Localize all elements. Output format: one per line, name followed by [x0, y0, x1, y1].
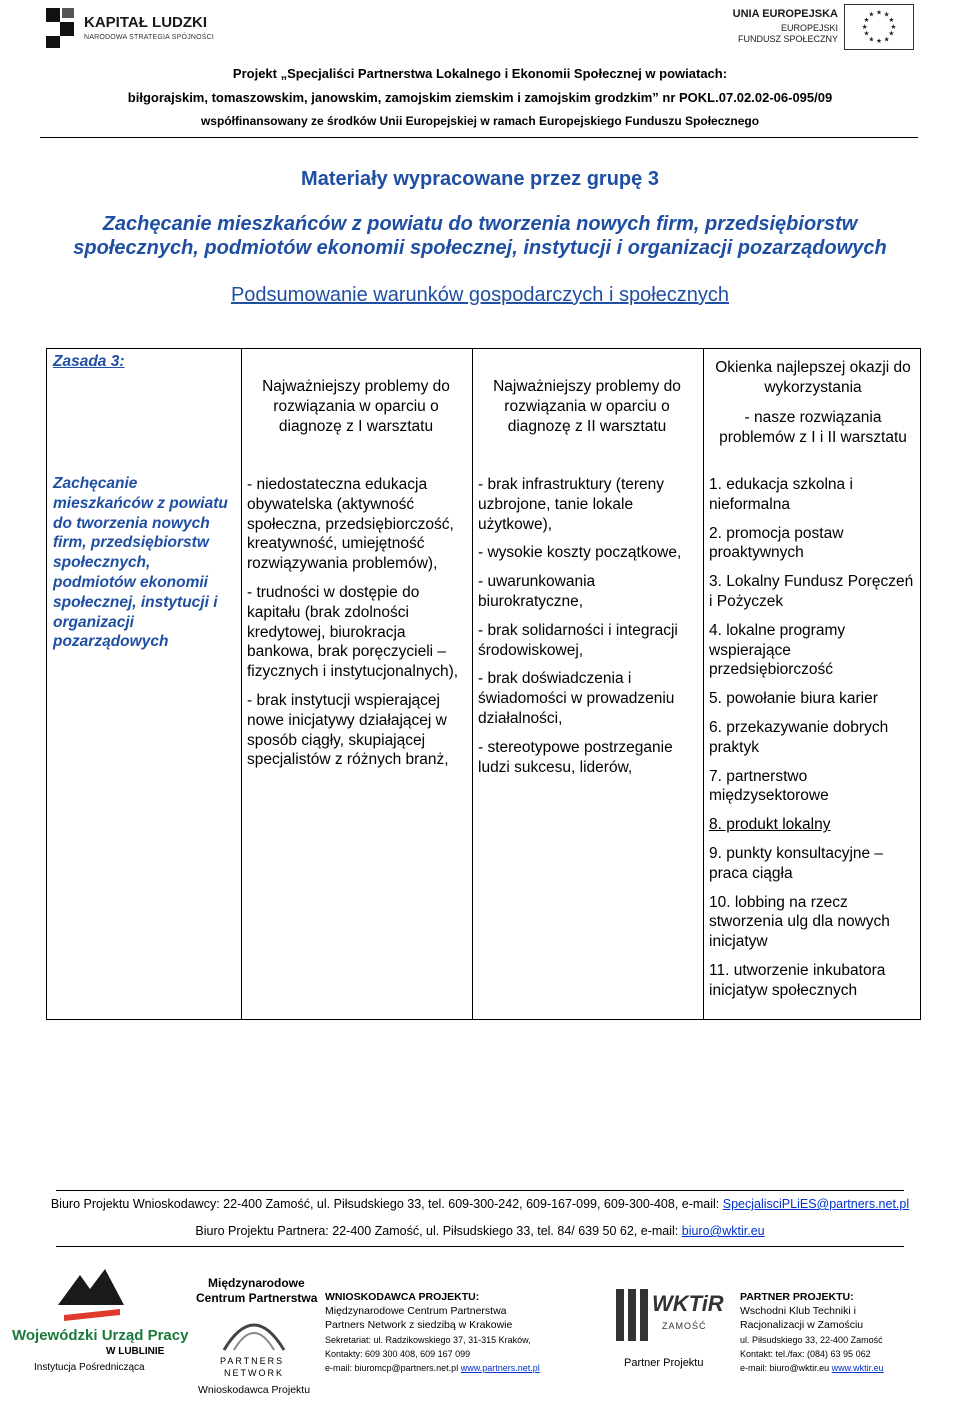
list-item: - brak doświadczenia i świadomości w prowadzeniu działalności,: [478, 670, 675, 727]
partner-heading: PARTNER PROJEKTU:: [740, 1291, 854, 1303]
wup-title: Wojewódzki Urząd Pracy: [12, 1327, 189, 1344]
wktir-logo-text: WKTiR: [652, 1291, 724, 1316]
list-item: 6. przekazywanie dobrych praktyk: [709, 718, 889, 756]
summary-table: [46, 348, 921, 1020]
footer-applicant-text: Biuro Projektu Wnioskodawcy: 22-400 Zamość, ul. Piłsudskiego 33, tel. 609-300-242, 609-167-099, 609-300-408, e-mail:: [50, 1197, 723, 1211]
partner-email: e-mail: biuro@wktir.eu: [740, 1363, 832, 1374]
kapital-ludzki-logo: [40, 4, 240, 52]
list-item: 5. powołanie biura karier: [709, 690, 878, 708]
footer-applicant-email-link[interactable]: SpecjalisciPLiES@partners.net.pl: [722, 1197, 910, 1211]
list-item: 9. punkty konsultacyjne – praca ciągła: [709, 844, 884, 882]
partner-line-5: [740, 1361, 955, 1375]
list-item: - stereotypowe postrzeganie ludzi sukcesu, liderów,: [478, 738, 673, 776]
kapital-ludzki-subtitle: NARODOWA STRATEGIA SPÓJNOŚCI: [84, 34, 215, 41]
partner-line-2: Racjonalizacji w Zamościu: [740, 1319, 864, 1332]
svg-text:★: ★: [863, 29, 870, 38]
list-item: 2. promocja postaw proaktywnych: [709, 524, 844, 562]
applicant-line-1: Międzynarodowe Centrum Partnerstwa: [325, 1305, 507, 1318]
partner-contact-block: [740, 1290, 955, 1375]
mcp-logo: [192, 1272, 322, 1402]
svg-text:★: ★: [861, 22, 868, 31]
list-item: 7. partnerstwo międzysektorowe: [709, 767, 829, 805]
page-title: Materiały wypracowane przez grupę 3: [301, 168, 659, 190]
subtitle-line-1: Zachęcanie mieszkańców z powiatu do tworzenia nowych firm, przedsiębiorstw: [102, 213, 858, 235]
mcp-logo-text-2: NETWORK: [224, 1368, 284, 1378]
partner-website-link[interactable]: www.wktir.eu: [831, 1363, 884, 1374]
zasada-description: Zachęcanie mieszkańców z powiatu do tworzenia nowych firm, przedsiębiorstw społecznych, podmiotów ekonomii społecznej, instytucji i organizacji pozarządowych: [53, 475, 228, 651]
wup-caption: Instytucja Pośrednicząca: [34, 1362, 145, 1373]
table-column-divider: [241, 349, 242, 1019]
applicant-line-3: Sekretariat: ul. Radzikowskiego 37, 31-315 Kraków,: [325, 1334, 531, 1345]
footer-divider: [56, 1246, 904, 1247]
footer-partner-office: [0, 1224, 960, 1238]
list-item: 1. edukacja szkolna i nieformalna: [709, 476, 853, 513]
wktir-caption: Partner Projektu: [624, 1357, 704, 1369]
svg-text:★: ★: [888, 29, 895, 38]
svg-text:★: ★: [888, 16, 895, 25]
list-item: - trudności w dostępie do kapitału (brak zdolności kredytowej, biurokracja bankowa, brak poręczycieli – fizycznych i instytucjonalnych),: [247, 583, 459, 681]
footer-partner-email-link[interactable]: biuro@wktir.eu: [681, 1224, 765, 1238]
svg-text:★: ★: [883, 10, 890, 19]
eu-line-1: UNIA EUROPEJSKA: [732, 8, 838, 20]
wup-logo: [10, 1265, 189, 1385]
list-item: 10. lobbing na rzecz stworzenia ulg dla nowych inicjatyw: [709, 893, 890, 951]
kapital-ludzki-title: KAPITAŁ LUDZKI: [84, 14, 208, 31]
svg-text:★: ★: [868, 10, 875, 19]
list-item: - brak infrastruktury (tereny uzbrojone, tanie lokale użytkowe),: [478, 476, 665, 533]
wktir-logo: [612, 1285, 722, 1375]
column-header-workshop-2: Najważniejszy problemy do rozwiązania w oparciu o diagnozę z II warsztatu: [493, 378, 681, 435]
solutions-list: [709, 475, 917, 1010]
list-item: 3. Lokalny Fundusz Poręczeń i Pożyczek: [709, 573, 914, 610]
wup-emblem-icon: [50, 1265, 130, 1325]
svg-text:★: ★: [876, 37, 882, 46]
page-subtitle: [30, 212, 930, 260]
header-divider: [40, 137, 918, 138]
mcp-line-1: Międzynarodowe: [208, 1276, 305, 1290]
list-item: - brak solidarności i integracji środowiskowej,: [478, 621, 678, 659]
applicant-heading: WNIOSKODAWCA PROJEKTU:: [325, 1291, 480, 1303]
wktir-city: ZAMOŚĆ: [662, 1321, 707, 1331]
list-item: - brak instytucji wspierającej nowe inicjatywy działającej w sposób ciągły, skupiającej specjalistów z różnych branż,: [247, 691, 449, 769]
project-line-1: Projekt „Specjaliści Partnerstwa Lokalnego i Ekonomii Społecznej w powiatach:: [232, 66, 728, 81]
partner-line-3: ul. Piłsudskiego 33, 22-400 Zamość: [740, 1334, 883, 1345]
zasada-label: Zasada 3:: [53, 353, 125, 370]
project-line-2: biłgorajskim, tomaszowskim, janowskim, zamojskim ziemskim i zamojskim grodzkim” nr POKL.07.02.02-06-095/09: [127, 90, 833, 105]
eu-line-3: FUNDUSZ SPOŁECZNY: [737, 34, 838, 44]
footer-applicant-office: [0, 1197, 960, 1211]
mcp-line-2: Centrum Partnerstwa: [196, 1291, 318, 1305]
table-column-divider: [472, 349, 473, 1019]
footer-divider: [56, 1190, 904, 1191]
svg-text:★: ★: [890, 22, 897, 31]
applicant-website-link[interactable]: www.partners.net.pl: [460, 1363, 540, 1374]
applicant-contact-block: [325, 1290, 585, 1375]
partner-line-4: Kontakt: tel./fax: (084) 63 95 062: [740, 1348, 871, 1359]
column-header-opportunities: Okienka najlepszej okazji do wykorzystania: [715, 359, 911, 396]
svg-text:★: ★: [863, 16, 870, 25]
list-item: - wysokie koszty początkowe,: [478, 544, 682, 562]
svg-text:★: ★: [868, 35, 875, 44]
eu-flag-icon: [844, 4, 914, 50]
subtitle-line-2: społecznych, podmiotów ekonomii społecznej, instytucji i organizacji pozarządowych: [73, 237, 887, 259]
eu-line-2: EUROPEJSKI: [780, 23, 838, 33]
column-header-workshop-1: Najważniejszy problemy do rozwiązania w oparciu o diagnozę z I warsztatu: [262, 378, 450, 435]
workshop-1-problems: [247, 475, 467, 779]
footer-partner-text: Biuro Projektu Partnera: 22-400 Zamość, ul. Piłsudskiego 33, tel. 84/ 639 50 62, e-mail:: [195, 1224, 682, 1238]
kapital-ludzki-emblem-icon: [40, 4, 80, 50]
list-item: - uwarunkowania biurokratyczne,: [478, 573, 596, 610]
summary-heading: Podsumowanie warunków gospodarczych i społecznych: [230, 284, 730, 306]
applicant-line-4: Kontakty: 609 300 408, 609 167 099: [325, 1348, 471, 1359]
eu-logo: [732, 4, 918, 52]
partners-network-emblem-icon: [214, 1310, 294, 1360]
wup-city: W LUBLINIE: [106, 1346, 165, 1357]
wktir-emblem-icon: [612, 1285, 652, 1345]
project-line-3: współfinansowany ze środków Unii Europejskiej w ramach Europejskiego Funduszu Społecznego: [200, 114, 760, 128]
list-item: 11. utworzenie inkubatora inicjatyw społecznych: [709, 961, 886, 999]
mcp-logo-text-1: PARTNERS: [220, 1356, 285, 1366]
svg-text:★: ★: [876, 8, 882, 17]
mcp-caption: Wnioskodawca Projektu: [198, 1384, 311, 1396]
applicant-line-5: [325, 1361, 585, 1375]
list-item: - niedostateczna edukacja obywatelska (aktywność społeczna, przedsiębiorczość, kreatywność, umiejętność rozwiązywania problemów),: [247, 476, 454, 573]
partner-line-1: Wschodni Klub Techniki i: [740, 1305, 856, 1318]
column-header-solutions: - nasze rozwiązania problemów z I i II warsztatu: [719, 409, 907, 446]
applicant-email: e-mail: biuromcp@partners.net.pl: [325, 1363, 461, 1374]
workshop-2-problems: [478, 475, 700, 786]
list-item: 8. produkt lokalny: [709, 816, 831, 834]
svg-text:★: ★: [883, 35, 890, 44]
list-item: 4. lokalne programy wspierające przedsiębiorczość: [709, 621, 846, 679]
table-column-divider: [703, 349, 704, 1019]
applicant-line-2: Partners Network z siedzibą w Krakowie: [325, 1319, 513, 1332]
